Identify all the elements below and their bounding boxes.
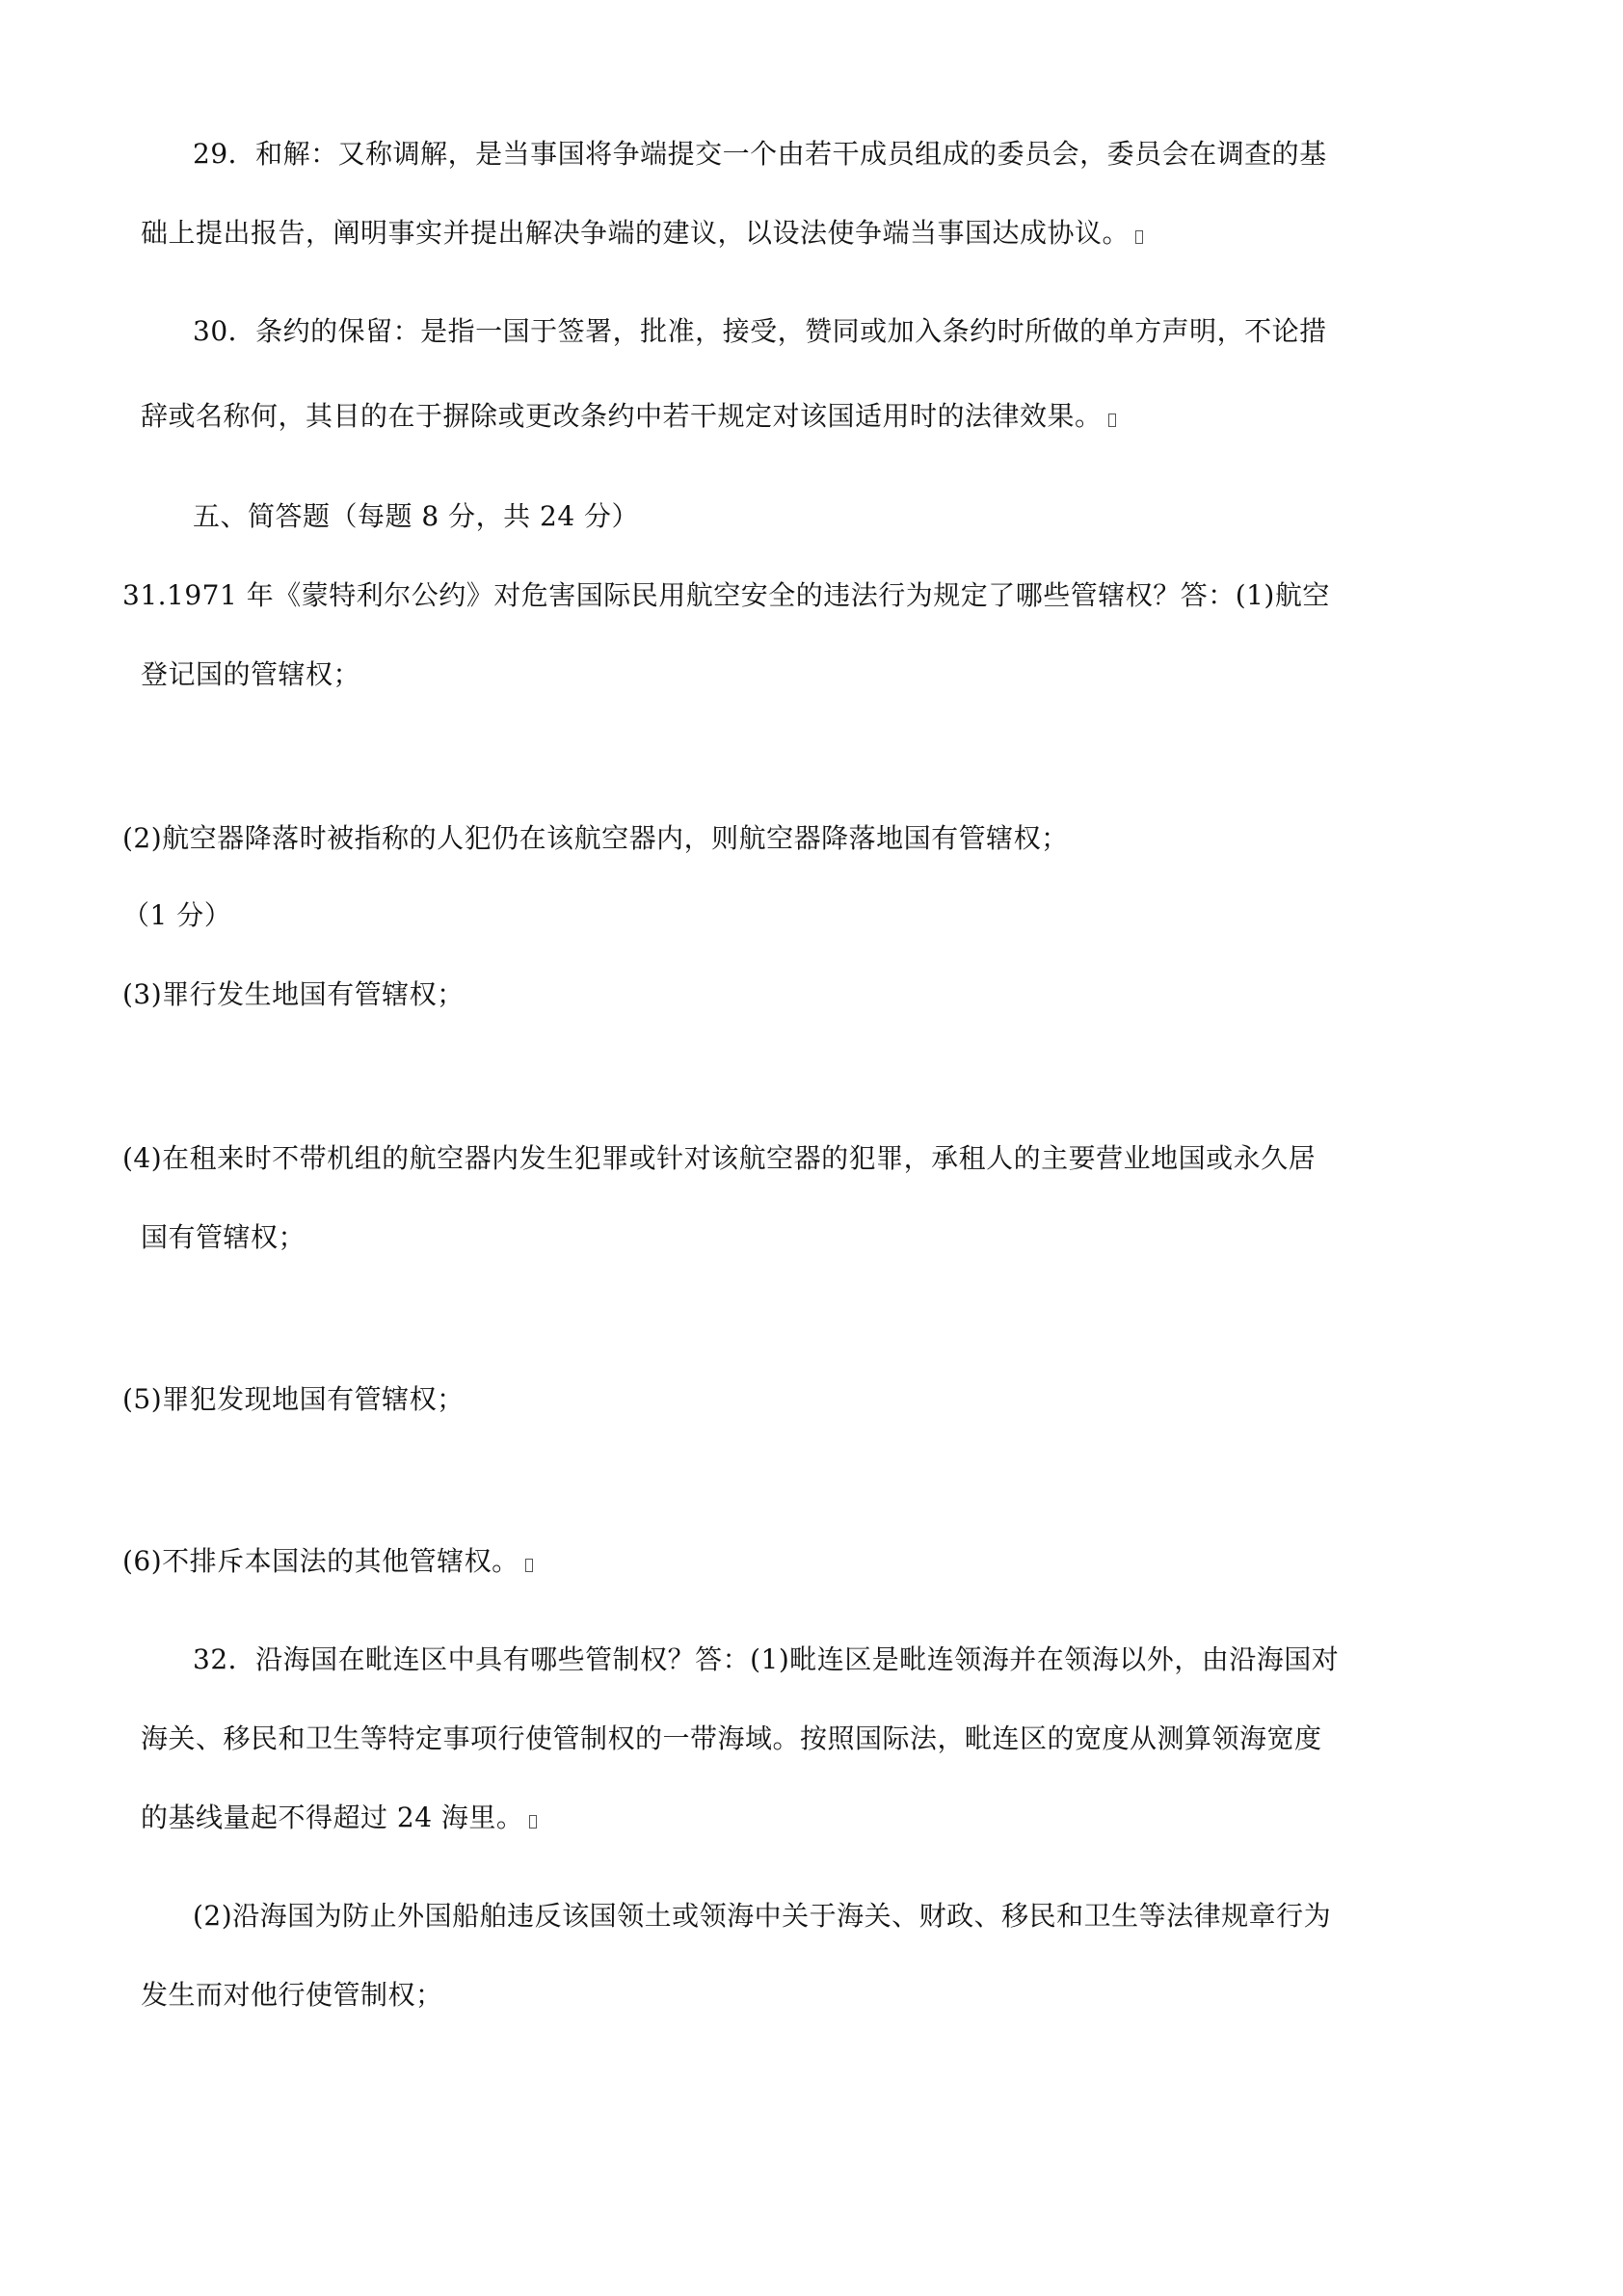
- placeholder-glyph-icon: [525, 1559, 533, 1572]
- q31-item-6: [122, 1542, 533, 1581]
- q30-line-1: 30．条约的保留：是指一国于签署，批准，接受，赞同或加入条约时所做的单方声明，不论措: [193, 315, 1327, 347]
- q32-item-2-line-2: 发生而对他行使管制权；: [141, 1979, 443, 2011]
- placeholder-glyph-icon: [529, 1815, 537, 1829]
- q31-item-2: (2)航空器降落时被指称的人犯仍在该航空器内，则航空器降落地国有管辖权；: [122, 822, 1069, 854]
- q31-item-3: (3)罪行发生地国有管辖权；: [122, 978, 465, 1010]
- q31-line-2: 登记国的管辖权；: [141, 658, 361, 690]
- q31-item-4-line-2: 国有管辖权；: [141, 1221, 306, 1253]
- q31-item-4-line-1: (4)在租来时不带机组的航空器内发生犯罪或针对该航空器的犯罪，承租人的主要营业地国或永久居: [122, 1142, 1317, 1174]
- q29-line-2: [141, 214, 1143, 253]
- q31-line-1: 31.1971 年《蒙特利尔公约》对危害国际民用航空安全的违法行为规定了哪些管辖权？答：(1)航空: [122, 579, 1330, 611]
- q31-item-2-score: （1 分）: [122, 899, 232, 931]
- q32-line-3-text: 的基线量起不得超过 24 海里。: [141, 1802, 524, 1833]
- q29-line-1: 29．和解：又称调解，是当事国将争端提交一个由若干成员组成的委员会，委员会在调查的基: [193, 138, 1327, 170]
- placeholder-glyph-icon: [1135, 230, 1143, 244]
- q32-line-3: [141, 1799, 537, 1837]
- q29-line-2-text: 础上提出报告，阐明事实并提出解决争端的建议，以设法使争端当事国达成协议。: [141, 217, 1131, 249]
- q30-line-2-text: 辞或名称何，其目的在于摒除或更改条约中若干规定对该国适用时的法律效果。: [141, 400, 1103, 432]
- q32-line-2: 海关、移民和卫生等特定事项行使管制权的一带海域。按照国际法，毗连区的宽度从测算领海宽度: [141, 1722, 1322, 1754]
- q31-item-5: (5)罪犯发现地国有管辖权；: [122, 1383, 465, 1415]
- placeholder-glyph-icon: [1108, 414, 1116, 427]
- q31-item-6-text: (6)不排斥本国法的其他管辖权。: [122, 1545, 519, 1577]
- q32-item-2-line-1: (2)沿海国为防止外国船舶违反该国领土或领海中关于海关、财政、移民和卫生等法律规章行为: [193, 1900, 1332, 1932]
- q30-line-2: [141, 397, 1116, 436]
- section-heading: 五、简答题（每题 8 分，共 24 分）: [193, 500, 640, 532]
- q32-line-1: 32．沿海国在毗连区中具有哪些管制权？答：(1)毗连区是毗连领海并在领海以外，由沿海国对: [193, 1643, 1340, 1675]
